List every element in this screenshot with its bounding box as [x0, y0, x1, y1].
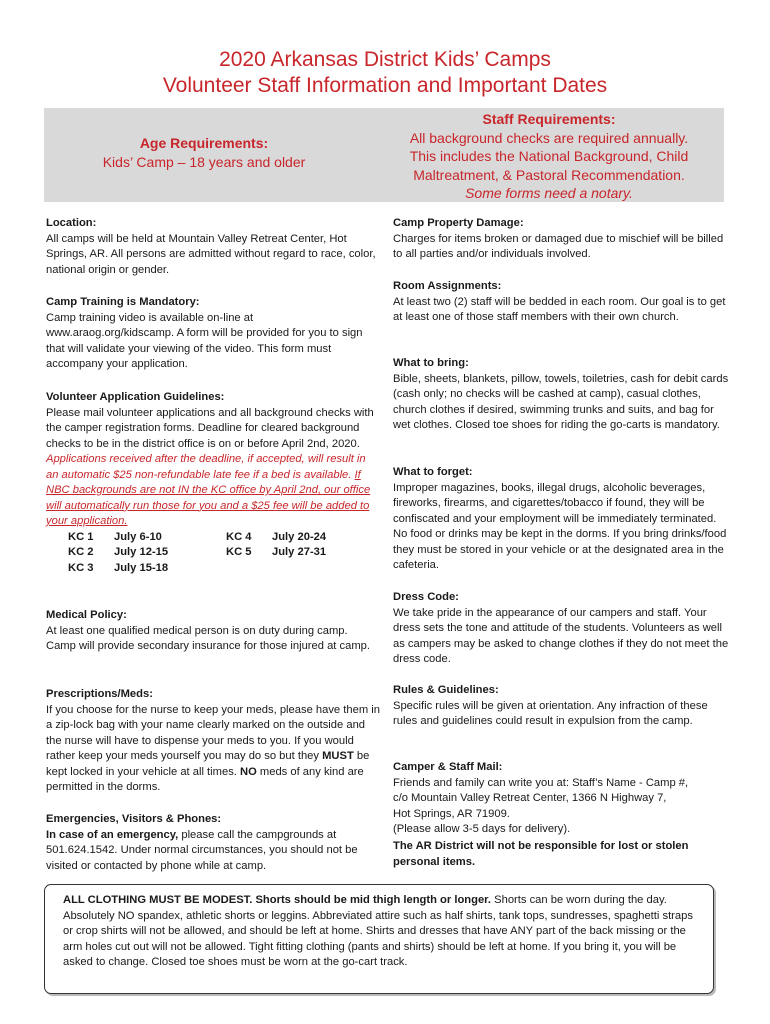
medical-heading: Medical Policy:	[46, 609, 127, 621]
staff-note: Some forms need a notary.	[465, 185, 633, 202]
camp-code: KC 1	[68, 530, 94, 543]
camp-dates: July 20-24	[272, 530, 327, 543]
medical-text: At least one qualified medical person is on duty during camp. Camp will provide secondary insurance for those injured at camp.	[46, 624, 370, 652]
meds-section	[46, 687, 380, 812]
camp-dates: July 6-10	[114, 530, 162, 543]
left-column	[46, 216, 380, 874]
camp-code: KC 3	[68, 561, 94, 574]
forget-heading: What to forget:	[393, 466, 473, 478]
dress-section	[393, 590, 729, 683]
damage-section	[393, 216, 729, 279]
emergency-bold: In case of an emergency,	[46, 828, 179, 841]
meds-no: NO	[240, 765, 257, 778]
dress-text: We take pride in the appearance of our campers and staff. Your dress sets the tone and attitude of the students. Volunteers as well as campers may be asked to change clothes if they do not meet the dress code.	[393, 606, 729, 665]
staff-heading: Staff Requirements:	[482, 111, 616, 127]
bring-heading: What to bring:	[393, 357, 469, 369]
camp-dates: July 15-18	[114, 561, 169, 574]
late-fee-notice: Applications received after the deadline, if accepted, will result in an automatic $25 non-refundable late fee if a bed is available.	[46, 453, 366, 481]
dress-heading: Dress Code:	[393, 591, 459, 603]
damage-text: Charges for items broken or damaged due to mischief will be billed to all parties and/or individuals involved.	[393, 232, 724, 260]
forget-text: Improper magazines, books, illegal drugs, alcoholic beverages, fireworks, firearms, and cigarettes/tobacco if found, they will be confiscated and your employment will be immediately terminated. No food or drinks may be kept in the dorms. If you bring drinks/food they must be stored in your vehicle or at the designated area in the cafeteria.	[393, 481, 727, 571]
meds-text-1: If you choose for the nurse to keep your meds, please have them in a zip-lock bag with your name clearly marked on the outside and the nurse will have to dispense your meds to you. If you would rather keep your meds yourself you may do so but they	[46, 703, 380, 762]
camp-code: KC 5	[226, 546, 252, 558]
medical-section	[46, 608, 380, 687]
emergency-section	[46, 812, 380, 874]
damage-heading: Camp Property Damage:	[393, 217, 524, 229]
bring-section	[393, 356, 729, 465]
camp-dates: July 12-15	[114, 546, 169, 558]
camp-dates: July 27-31	[272, 546, 327, 558]
mail-heading: Camper & Staff Mail:	[393, 761, 503, 773]
application-section	[46, 390, 380, 608]
page-subtitle: Volunteer Staff Information and Important Dates	[162, 74, 608, 97]
meds-must: MUST	[322, 750, 354, 762]
page-title: 2020 Arkansas District Kids’ Camps	[219, 48, 551, 71]
mail-line-3: Hot Springs, AR 71909.	[393, 807, 510, 820]
mail-line-2: c/o Mountain Valley Retreat Center, 1366 N Highway 7,	[393, 792, 667, 804]
bring-text: Bible, sheets, blankets, pillow, towels, toiletries, cash for debit cards (cash only; no checks will be cashed at camp), casual clothes, church clothes if desired, swimming trunks and suits, and bag for wet clothes. Closed toe shoes for riding the go-carts is mandatory.	[393, 372, 729, 431]
mail-section	[393, 760, 729, 839]
notice-text: Shorts can be worn during the day. Absolutely NO spandex, athletic shorts or leggins. Abbreviated attire such as half shirts, tank tops, sundresses, spaghetti straps or crop shirts will not be allowed, and should be left at home. Shirts and dresses that have ANY part of the back missing or the arm holes cut out will not be allowed. Tight fitting clothing (pants and shirts) should be left at home. If you bring it, you will be asked to change. Closed toe shoes must be worn at the go-cart track.	[63, 894, 693, 968]
room-text: At least two (2) staff will be bedded in each room. Our goal is to get at least one of those staff members with their own church.	[393, 295, 726, 323]
dress-code-notice	[44, 884, 714, 994]
mail-line-4: (Please allow 3-5 days for delivery).	[393, 823, 571, 835]
nbc-notice: If NBC backgrounds are not IN the KC office by April 2nd, our office will automatically run those for you and a $25 fee will be added to your application.	[46, 468, 371, 527]
emergency-heading: Emergencies, Visitors & Phones:	[46, 813, 222, 825]
mail-line-1: Friends and family can write you at: Staff’s Name - Camp #,	[393, 776, 689, 789]
age-heading: Age Requirements:	[139, 135, 269, 151]
training-heading: Camp Training is Mandatory:	[46, 296, 200, 308]
meds-text	[46, 703, 380, 796]
meds-text-3: meds of any kind are permitted in the dorms.	[46, 765, 364, 793]
emergency-body: please call the campgrounds at 501.624.1542. Under normal circumstances, you should not be visited or contacted by phone while at camp.	[46, 828, 358, 872]
rules-heading: Rules & Guidelines:	[393, 684, 499, 696]
room-section	[393, 279, 729, 356]
notice-bold: ALL CLOTHING MUST BE MODEST. Shorts should be mid thigh length or longer.	[63, 894, 492, 906]
application-text	[46, 406, 380, 530]
staff-line-1: All background checks are required annually.	[409, 129, 689, 146]
staff-requirements	[374, 110, 724, 203]
application-heading: Volunteer Application Guidelines:	[46, 391, 225, 403]
camp-dates-table	[68, 530, 380, 577]
location-section	[46, 216, 380, 295]
training-section	[46, 295, 380, 390]
staff-line-3: Maltreatment, & Pastoral Recommendation.	[413, 166, 685, 183]
age-text: Kids’ Camp – 18 years and older	[102, 154, 306, 170]
training-text: Camp training video is available on-line at www.araog.org/kidscamp. A form will be provided for you to sign that will validate your viewing of the video. This form must accompany your application.	[46, 311, 363, 370]
meds-heading: Prescriptions/Meds:	[46, 688, 153, 700]
rules-section	[393, 683, 729, 760]
application-body: Please mail volunteer applications and all background checks with the camper registration forms. Deadline for cleared background checks to be in the district office is on or before April 2nd, 2020.	[46, 406, 374, 450]
emergency-text	[46, 828, 380, 875]
location-text: All camps will be held at Mountain Valley Retreat Center, Hot Springs, AR. All persons are admitted without regard to race, color, national origin or gender.	[46, 232, 376, 276]
camp-code: KC 4	[226, 530, 252, 543]
right-column	[393, 216, 729, 870]
location-heading: Location:	[46, 217, 97, 229]
meds-text-2: be kept locked in your vehicle at all times.	[46, 750, 370, 778]
age-requirements	[44, 134, 364, 172]
room-heading: Room Assignments:	[393, 280, 502, 292]
camp-code: KC 2	[68, 546, 94, 558]
staff-line-2: This includes the National Background, Child	[409, 148, 689, 165]
forget-section	[393, 465, 729, 590]
rules-text: Specific rules will be given at orientation. Any infraction of these rules and guidelines could result in expulsion from the camp.	[393, 699, 708, 727]
requirements-banner	[44, 108, 724, 202]
responsibility-notice: The AR District will not be responsible for lost or stolen personal items.	[393, 840, 689, 868]
